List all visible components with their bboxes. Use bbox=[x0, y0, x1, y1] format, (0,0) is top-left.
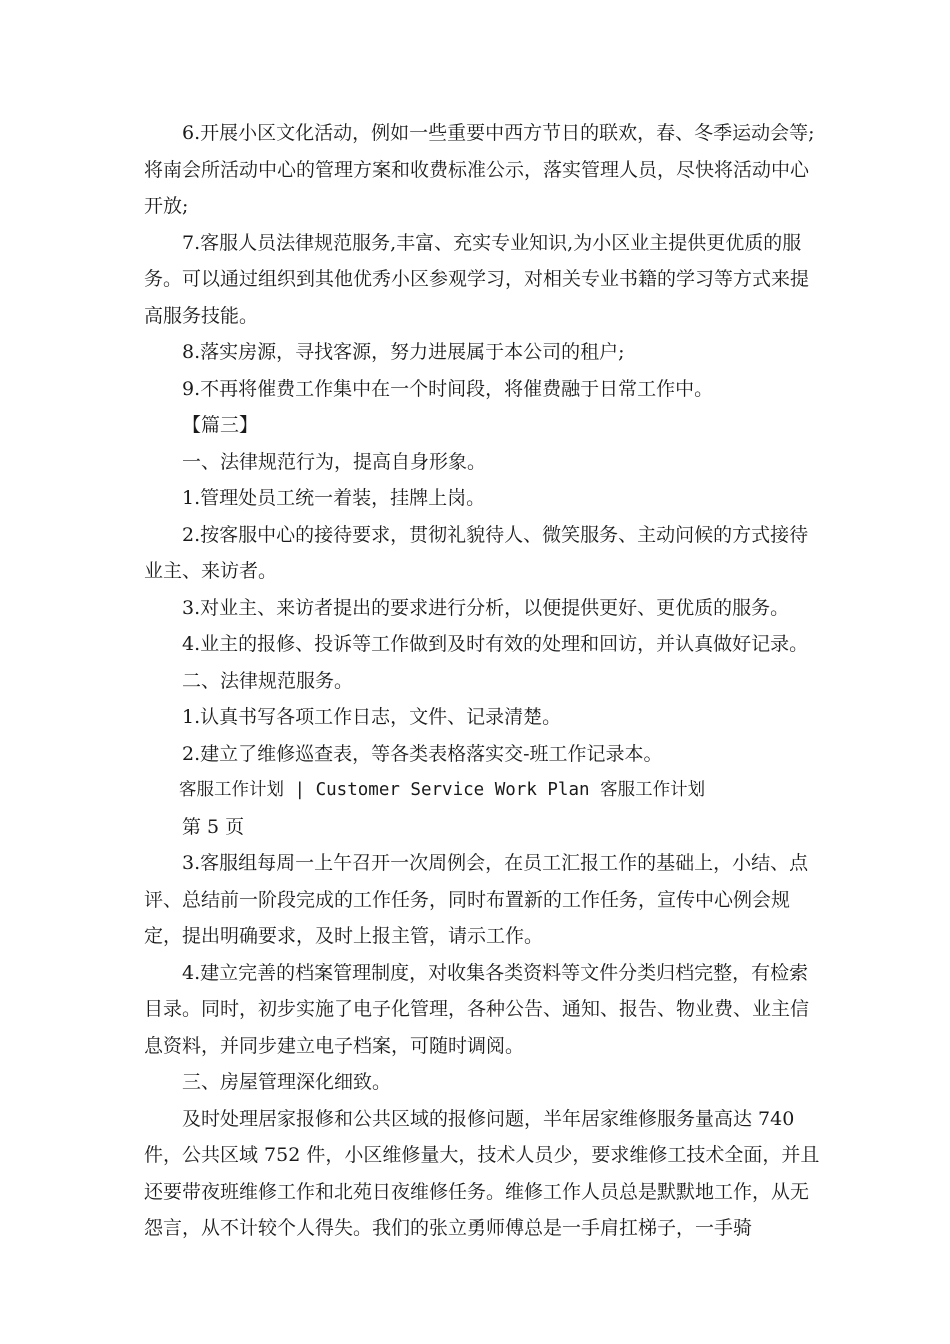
paragraph-item-1-1: 1.管理处员工统一着装，挂牌上岗。 bbox=[182, 487, 486, 509]
section-heading-2: 二、法律规范服务。 bbox=[182, 669, 354, 692]
paragraph-item-2-1: 1.认真书写各项工作日志，文件、记录清楚。 bbox=[182, 706, 562, 728]
section-heading-part-three: 【篇三】 bbox=[182, 414, 259, 436]
paragraph-item-8: 8.落实房源，寻找客源，努力进展属于本公司的租户; bbox=[182, 341, 625, 363]
paragraph-item-9: 9.不再将催费工作集中在一个时间段，将催费融于日常工作中。 bbox=[182, 377, 714, 400]
paragraph-item-2-4: 4.建立完善的档案管理制度，对收集各类资料等文件分类归档完整，有检索目录。同时，初步实施了电子化管理，各种公告、通知、报告、物业费、业主信息资料，并同步建立电子档案，可随时调阅。 bbox=[144, 961, 810, 1057]
paragraph-item-6: 6.开展小区文化活动，例如一些重要中西方节日的联欢，春、冬季运动会等;将南会所活动中心的管理方案和收费标准公示，落实管理人员，尽快将活动中心开放; bbox=[144, 122, 815, 217]
section-heading-1: 一、法律规范行为，提高自身形象。 bbox=[182, 450, 487, 473]
page-footer-title: 客服工作计划 | Customer Service Work Plan 客服工作计划 bbox=[179, 780, 706, 800]
paragraph-item-7: 7.客服人员法律规范服务,丰富、充实专业知识,为小区业主提供更优质的服务。可以通过组织到其他优秀小区参观学习，对相关专业书籍的学习等方式来提高服务技能。 bbox=[144, 231, 810, 327]
paragraph-item-2-3: 3.客服组每周一上午召开一次周例会，在员工汇报工作的基础上，小结、点评、总结前一阶段完成的工作任务，同时布置新的工作任务，宣传中心例会规定，提出明确要求，及时上报主管，请示工作。 bbox=[144, 852, 809, 947]
section-heading-3: 三、房屋管理深化细致。 bbox=[182, 1071, 392, 1093]
page-number: 第 5 页 bbox=[182, 815, 245, 838]
paragraph-item-1-3: 3.对业主、来访者提出的要求进行分析，以便提供更好、更优质的服务。 bbox=[182, 596, 790, 619]
paragraph-item-2-2: 2.建立了维修巡查表，等各类表格落实交-班工作记录本。 bbox=[182, 742, 663, 765]
paragraph-maintenance: 及时处理居家报修和公共区域的报修问题，半年居家维修服务量高达 740 件，公共区域 752 件，小区维修量大，技术人员少，要求维修工技术全面，并且还要带夜班维修工作和北苑日夜维修任务。维修工作人员总是默默地工作，从无怨言，从不计较个人得失。我们的张立勇师傅总是一手肩扛梯子，一手骑 bbox=[144, 1107, 820, 1239]
paragraph-item-1-4: 4.业主的报修、投诉等工作做到及时有效的处理和回访，并认真做好记录。 bbox=[182, 633, 809, 655]
document-body bbox=[144, 115, 820, 1247]
paragraph-item-1-2: 2.按客服中心的接待要求，贯彻礼貌待人、微笑服务、主动问候的方式接待业主、来访者。 bbox=[144, 523, 809, 582]
